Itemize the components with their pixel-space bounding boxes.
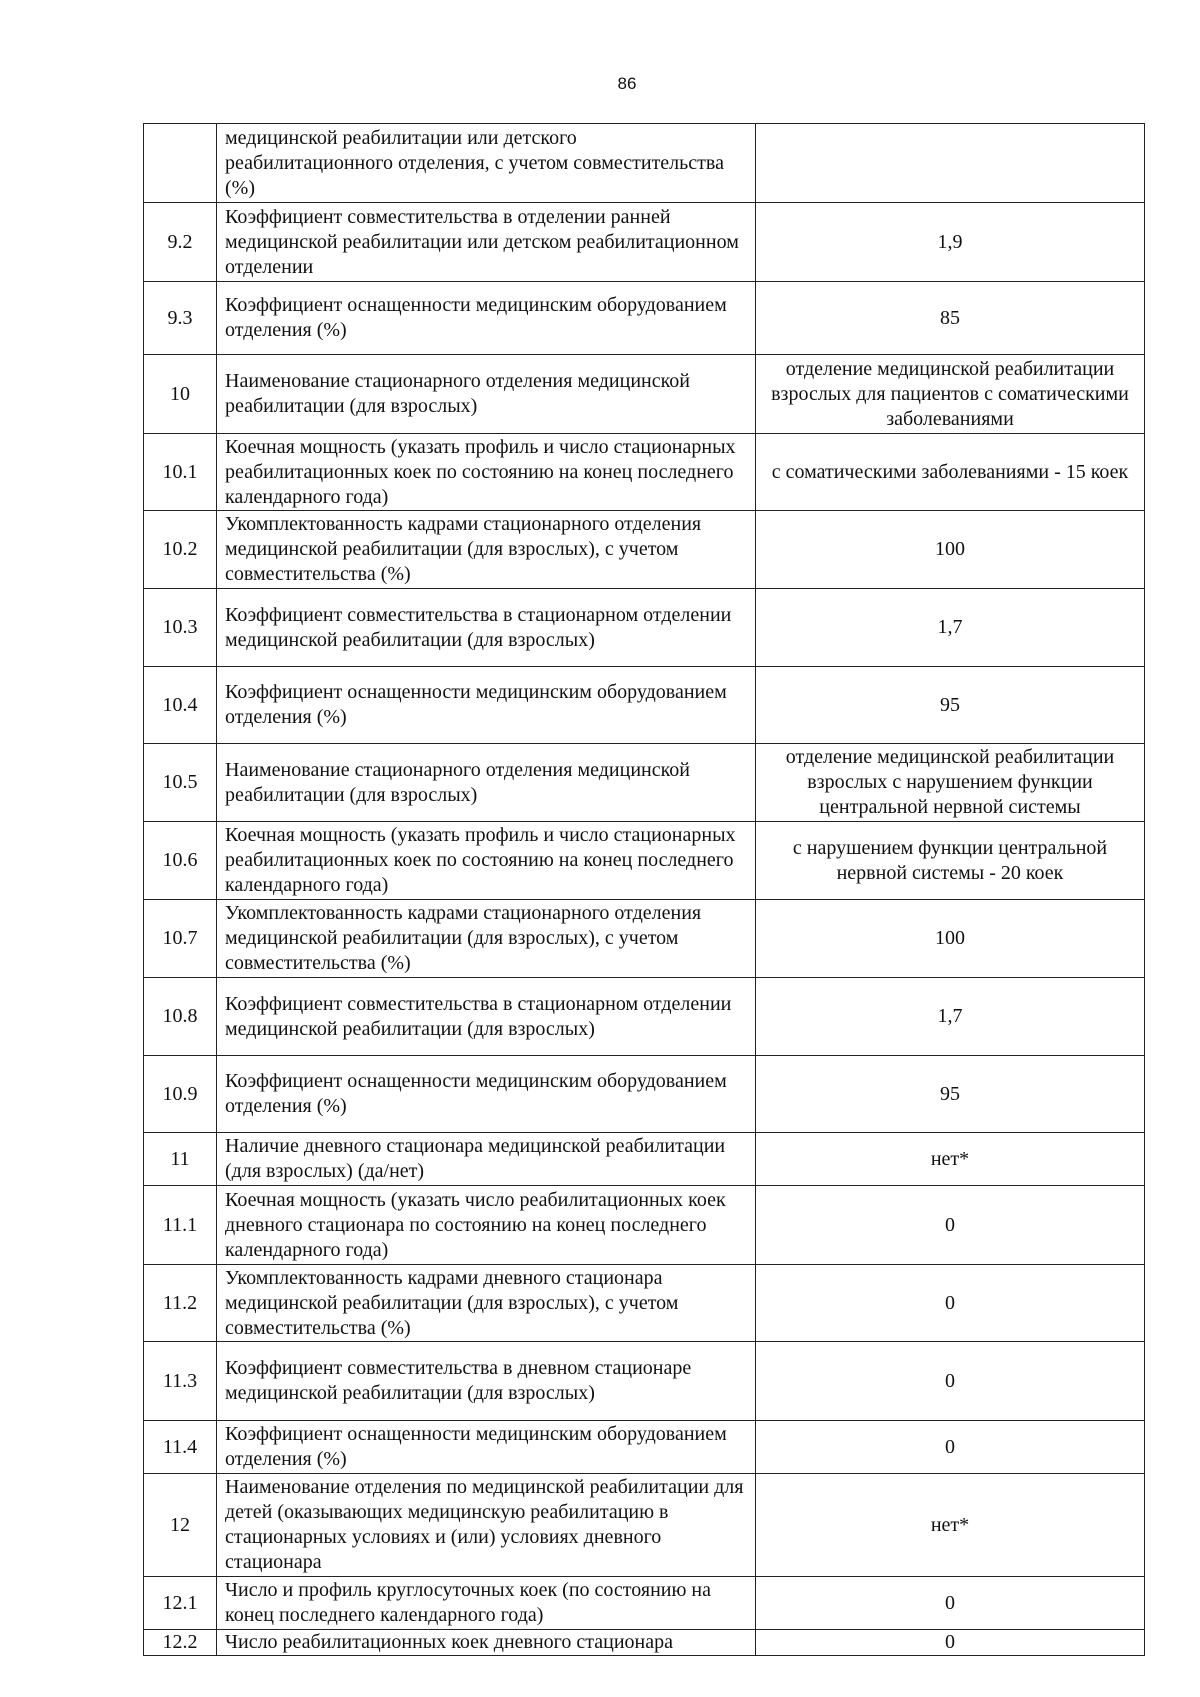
table-row <box>144 124 1145 203</box>
row-value: 100 <box>756 511 1145 589</box>
row-number: 9.3 <box>144 282 217 355</box>
row-number: 11.4 <box>144 1421 217 1474</box>
row-value: 1,9 <box>756 203 1145 282</box>
row-number: 11 <box>144 1133 217 1186</box>
row-number: 10.1 <box>144 434 217 511</box>
row-number: 10.4 <box>144 667 217 744</box>
table-row <box>144 1186 1145 1265</box>
table-row <box>144 978 1145 1056</box>
rehabilitation-table <box>143 123 1145 1656</box>
table-row <box>144 1342 1145 1421</box>
row-number: 10 <box>144 355 217 434</box>
row-value: 0 <box>756 1630 1145 1656</box>
row-description: Наименование стационарного отделения медицинской реабилитации (для взрослых) <box>217 355 756 434</box>
row-description: Наименование отделения по медицинской реабилитации для детей (оказывающих медицинскую реабилитацию в стационарных условиях и (или) условиях дневного стационара <box>217 1474 756 1577</box>
table-row <box>144 744 1145 822</box>
row-number: 10.7 <box>144 900 217 978</box>
row-value: отделение медицинской реабилитации взрослых с нарушением функции центральной нервной системы <box>756 744 1145 822</box>
table-row <box>144 667 1145 744</box>
table-row <box>144 1056 1145 1133</box>
row-description: Укомплектованность кадрами стационарного отделения медицинской реабилитации (для взрослых), с учетом совместительства (%) <box>217 511 756 589</box>
row-description: Коечная мощность (указать профиль и число стационарных реабилитационных коек по состоянию на конец последнего календарного года) <box>217 822 756 900</box>
row-number: 12.2 <box>144 1630 217 1656</box>
row-value: 0 <box>756 1265 1145 1342</box>
table-row <box>144 900 1145 978</box>
table-row <box>144 282 1145 355</box>
row-value: 100 <box>756 900 1145 978</box>
row-description: Коечная мощность (указать число реабилитационных коек дневного стационара по состоянию на конец последнего календарного года) <box>217 1186 756 1265</box>
row-description: Укомплектованность кадрами стационарного отделения медицинской реабилитации (для взрослых), с учетом совместительства (%) <box>217 900 756 978</box>
row-value: 0 <box>756 1421 1145 1474</box>
row-number: 10.8 <box>144 978 217 1056</box>
table-row <box>144 1577 1145 1630</box>
table-row <box>144 822 1145 900</box>
row-description: Коэффициент совместительства в отделении ранней медицинской реабилитации или детском реабилитационном отделении <box>217 203 756 282</box>
row-number: 10.6 <box>144 822 217 900</box>
row-number: 10.3 <box>144 589 217 667</box>
row-description: Число и профиль круглосуточных коек (по состоянию на конец последнего календарного года) <box>217 1577 756 1630</box>
row-value: с нарушением функции центральной нервной системы - 20 коек <box>756 822 1145 900</box>
row-description: медицинской реабилитации или детского реабилитационного отделения, с учетом совместительства (%) <box>217 124 756 203</box>
row-description: Коэффициент совместительства в дневном стационаре медицинской реабилитации (для взрослых) <box>217 1342 756 1421</box>
row-number: 10.2 <box>144 511 217 589</box>
row-number: 11.3 <box>144 1342 217 1421</box>
row-description: Коэффициент оснащенности медицинским оборудованием отделения (%) <box>217 282 756 355</box>
row-value <box>756 124 1145 203</box>
row-number: 10.9 <box>144 1056 217 1133</box>
table-row <box>144 1474 1145 1577</box>
row-value: 95 <box>756 1056 1145 1133</box>
row-number <box>144 124 217 203</box>
row-description: Наименование стационарного отделения медицинской реабилитации (для взрослых) <box>217 744 756 822</box>
row-number: 11.1 <box>144 1186 217 1265</box>
row-description: Число реабилитационных коек дневного стационара <box>217 1630 756 1656</box>
row-number: 12.1 <box>144 1577 217 1630</box>
row-description: Коечная мощность (указать профиль и число стационарных реабилитационных коек по состоянию на конец последнего календарного года) <box>217 434 756 511</box>
table-row <box>144 1630 1145 1656</box>
table-row <box>144 434 1145 511</box>
row-value: 0 <box>756 1186 1145 1265</box>
table-row <box>144 589 1145 667</box>
row-value: 0 <box>756 1577 1145 1630</box>
table-row <box>144 203 1145 282</box>
row-number: 9.2 <box>144 203 217 282</box>
row-description: Наличие дневного стационара медицинской реабилитации (для взрослых) (да/нет) <box>217 1133 756 1186</box>
row-value: 95 <box>756 667 1145 744</box>
row-value: 0 <box>756 1342 1145 1421</box>
row-description: Коэффициент оснащенности медицинским оборудованием отделения (%) <box>217 667 756 744</box>
row-value: 1,7 <box>756 978 1145 1056</box>
table-row <box>144 1133 1145 1186</box>
table-row <box>144 511 1145 589</box>
row-description: Укомплектованность кадрами дневного стационара медицинской реабилитации (для взрослых), с учетом совместительства (%) <box>217 1265 756 1342</box>
row-description: Коэффициент оснащенности медицинским оборудованием отделения (%) <box>217 1421 756 1474</box>
table-row <box>144 355 1145 434</box>
row-value: отделение медицинской реабилитации взрослых для пациентов с соматическими заболеваниями <box>756 355 1145 434</box>
row-value: 1,7 <box>756 589 1145 667</box>
row-description: Коэффициент совместительства в стационарном отделении медицинской реабилитации (для взрослых) <box>217 589 756 667</box>
row-number: 12 <box>144 1474 217 1577</box>
row-description: Коэффициент совместительства в стационарном отделении медицинской реабилитации (для взрослых) <box>217 978 756 1056</box>
table-row <box>144 1421 1145 1474</box>
row-value: с соматическими заболеваниями - 15 коек <box>756 434 1145 511</box>
row-value: нет* <box>756 1133 1145 1186</box>
row-description: Коэффициент оснащенности медицинским оборудованием отделения (%) <box>217 1056 756 1133</box>
page-number: 86 <box>617 74 637 93</box>
row-number: 11.2 <box>144 1265 217 1342</box>
row-value: 85 <box>756 282 1145 355</box>
row-number: 10.5 <box>144 744 217 822</box>
table-row <box>144 1265 1145 1342</box>
row-value: нет* <box>756 1474 1145 1577</box>
